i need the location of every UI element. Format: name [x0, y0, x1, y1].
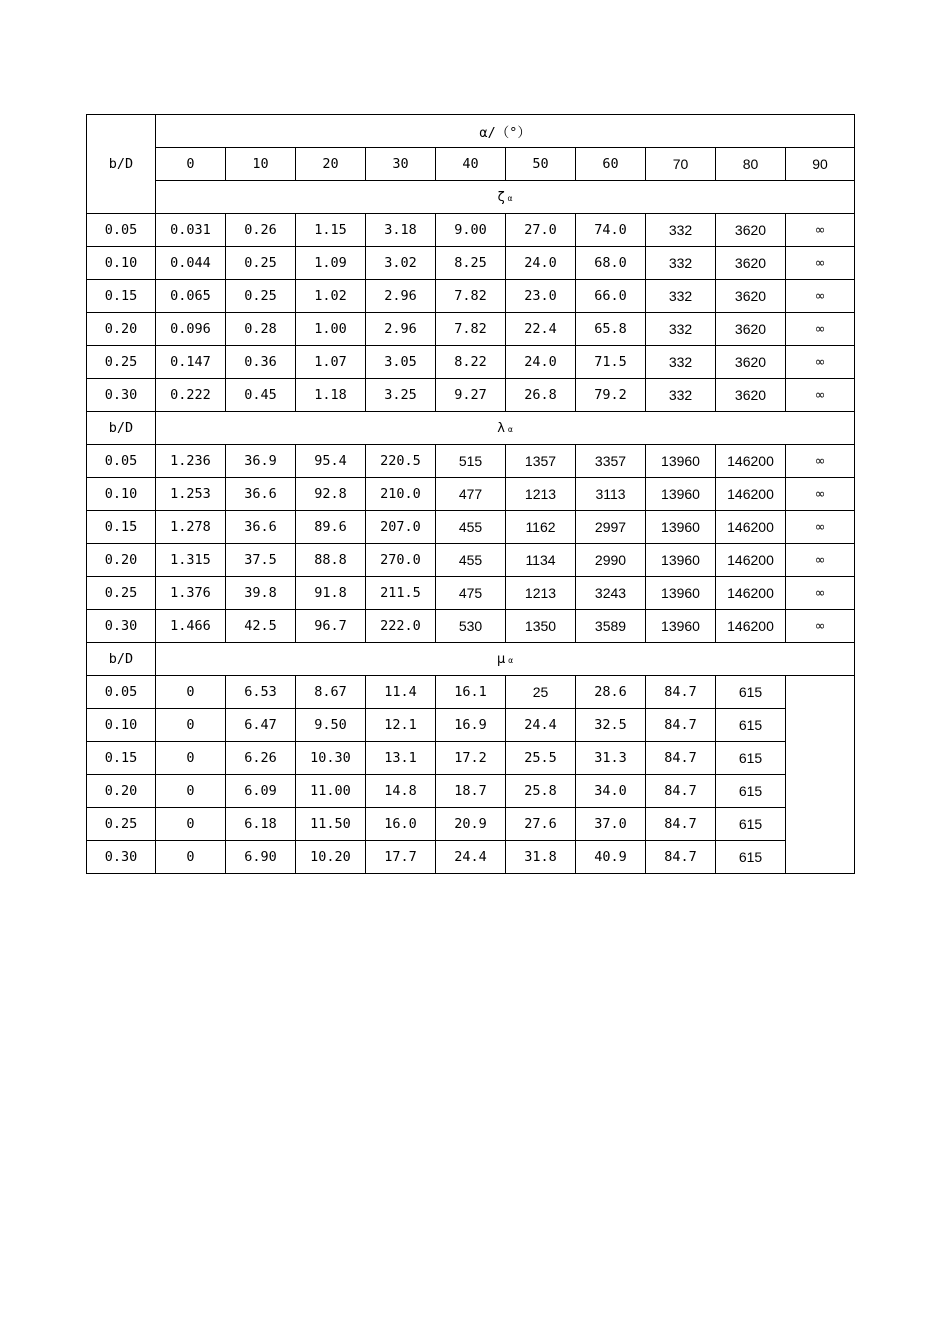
table-row — [87, 577, 855, 610]
value-cell: 1357 — [506, 445, 576, 478]
value-cell: 7.82 — [436, 280, 506, 313]
value-cell: 475 — [436, 577, 506, 610]
value-cell: 22.4 — [506, 313, 576, 346]
value-cell: 11.50 — [296, 808, 366, 841]
value-cell: 25 — [506, 676, 576, 709]
bd-header-cell: b/D — [87, 115, 156, 214]
bd-value-cell: 0.05 — [87, 445, 156, 478]
value-cell: ∞ — [786, 445, 855, 478]
value-cell: 24.4 — [506, 709, 576, 742]
value-cell: 74.0 — [576, 214, 646, 247]
value-cell: 84.7 — [646, 709, 716, 742]
bd-value-cell: 0.10 — [87, 709, 156, 742]
value-cell: 79.2 — [576, 379, 646, 412]
value-cell: 20.9 — [436, 808, 506, 841]
value-cell: 68.0 — [576, 247, 646, 280]
value-cell: 2.96 — [366, 313, 436, 346]
value-cell: 3243 — [576, 577, 646, 610]
value-cell: 32.5 — [576, 709, 646, 742]
value-cell: 16.0 — [366, 808, 436, 841]
angle-cell: 50 — [506, 148, 576, 181]
value-cell: 24.0 — [506, 247, 576, 280]
value-cell: 0.45 — [226, 379, 296, 412]
value-cell: 3.18 — [366, 214, 436, 247]
value-cell: 11.00 — [296, 775, 366, 808]
value-cell: 1213 — [506, 478, 576, 511]
value-cell: 96.7 — [296, 610, 366, 643]
value-cell: 530 — [436, 610, 506, 643]
value-cell: 207.0 — [366, 511, 436, 544]
value-cell: 0.25 — [226, 280, 296, 313]
value-cell: 37.5 — [226, 544, 296, 577]
value-cell: 13960 — [646, 478, 716, 511]
value-cell: 88.8 — [296, 544, 366, 577]
value-cell: 0.065 — [156, 280, 226, 313]
table-row — [87, 841, 855, 874]
value-cell: 84.7 — [646, 676, 716, 709]
value-cell: ∞ — [786, 313, 855, 346]
value-cell: ∞ — [786, 280, 855, 313]
angle-cell: 30 — [366, 148, 436, 181]
value-cell: ∞ — [786, 511, 855, 544]
section-header-row — [87, 412, 855, 445]
value-cell: 14.8 — [366, 775, 436, 808]
value-cell: 1134 — [506, 544, 576, 577]
value-cell: 1162 — [506, 511, 576, 544]
value-cell: 0.28 — [226, 313, 296, 346]
value-cell: 332 — [646, 280, 716, 313]
value-cell: 1213 — [506, 577, 576, 610]
angle-cell: 20 — [296, 148, 366, 181]
value-cell: 8.22 — [436, 346, 506, 379]
value-cell: 0 — [156, 676, 226, 709]
value-cell: 13.1 — [366, 742, 436, 775]
angle-header-cell — [156, 115, 855, 148]
value-cell: 9.00 — [436, 214, 506, 247]
bd-value-cell: 0.15 — [87, 280, 156, 313]
bd-header-cell: b/D — [87, 412, 156, 445]
value-cell: 3620 — [716, 280, 786, 313]
coefficient-symbol: ζ — [497, 190, 505, 205]
bd-value-cell: 0.15 — [87, 742, 156, 775]
value-cell: 332 — [646, 313, 716, 346]
value-cell: 84.7 — [646, 742, 716, 775]
value-cell: 13960 — [646, 577, 716, 610]
value-cell: 42.5 — [226, 610, 296, 643]
angle-cell: 70 — [646, 148, 716, 181]
value-cell: 89.6 — [296, 511, 366, 544]
value-cell: 9.50 — [296, 709, 366, 742]
value-cell: 0.26 — [226, 214, 296, 247]
value-cell: 0 — [156, 775, 226, 808]
value-cell: 1.253 — [156, 478, 226, 511]
section-header-row — [87, 643, 855, 676]
value-cell: 9.27 — [436, 379, 506, 412]
value-cell: 13960 — [646, 511, 716, 544]
value-cell: 615 — [716, 775, 786, 808]
value-cell: 3357 — [576, 445, 646, 478]
table-row — [87, 544, 855, 577]
value-cell: 332 — [646, 379, 716, 412]
value-cell: 18.7 — [436, 775, 506, 808]
value-cell: 1.15 — [296, 214, 366, 247]
value-cell: 10.30 — [296, 742, 366, 775]
value-cell: 16.9 — [436, 709, 506, 742]
table-row — [87, 313, 855, 346]
value-cell: 95.4 — [296, 445, 366, 478]
value-cell: ∞ — [786, 610, 855, 643]
value-cell: 0.096 — [156, 313, 226, 346]
value-cell: 1.315 — [156, 544, 226, 577]
value-cell: 220.5 — [366, 445, 436, 478]
value-cell: 6.47 — [226, 709, 296, 742]
value-cell: 332 — [646, 214, 716, 247]
value-cell: 3.05 — [366, 346, 436, 379]
value-cell: 17.2 — [436, 742, 506, 775]
angle-cell: 10 — [226, 148, 296, 181]
value-cell: 40.9 — [576, 841, 646, 874]
table-row — [87, 379, 855, 412]
value-cell: 3620 — [716, 313, 786, 346]
value-cell: 3620 — [716, 379, 786, 412]
value-cell: 332 — [646, 346, 716, 379]
value-cell: 0 — [156, 742, 226, 775]
value-cell: 25.8 — [506, 775, 576, 808]
value-cell: 146200 — [716, 610, 786, 643]
value-cell: 36.9 — [226, 445, 296, 478]
table-row — [87, 775, 855, 808]
value-cell: ∞ — [786, 379, 855, 412]
table-row — [87, 511, 855, 544]
value-cell: 0.36 — [226, 346, 296, 379]
value-cell: 615 — [716, 676, 786, 709]
value-cell: 8.67 — [296, 676, 366, 709]
value-cell: 615 — [716, 808, 786, 841]
value-cell: 6.09 — [226, 775, 296, 808]
value-cell: 17.7 — [366, 841, 436, 874]
angle-cell: 90 — [786, 148, 855, 181]
value-cell: 2.96 — [366, 280, 436, 313]
bd-value-cell: 0.05 — [87, 214, 156, 247]
table-body — [87, 115, 855, 874]
value-cell: 91.8 — [296, 577, 366, 610]
bd-value-cell: 0.30 — [87, 610, 156, 643]
value-cell: 34.0 — [576, 775, 646, 808]
table-row — [87, 214, 855, 247]
table-row — [87, 280, 855, 313]
bd-value-cell: 0.15 — [87, 511, 156, 544]
value-cell: 1.278 — [156, 511, 226, 544]
value-cell: 3589 — [576, 610, 646, 643]
value-cell: 37.0 — [576, 808, 646, 841]
section-symbol-cell — [156, 643, 855, 676]
bd-value-cell: 0.30 — [87, 379, 156, 412]
section-header-row — [87, 181, 855, 214]
value-cell: 3.02 — [366, 247, 436, 280]
value-cell: ∞ — [786, 577, 855, 610]
value-cell: 3620 — [716, 247, 786, 280]
value-cell: 8.25 — [436, 247, 506, 280]
table-row — [87, 445, 855, 478]
coefficient-subscript: α — [507, 194, 513, 203]
value-cell: 455 — [436, 544, 506, 577]
bd-value-cell: 0.05 — [87, 676, 156, 709]
value-cell: 146200 — [716, 544, 786, 577]
value-cell: 0.222 — [156, 379, 226, 412]
coefficient-subscript: α — [508, 656, 514, 665]
value-cell: 6.18 — [226, 808, 296, 841]
value-cell: 13960 — [646, 445, 716, 478]
table-row — [87, 346, 855, 379]
value-cell: 3620 — [716, 214, 786, 247]
table-row — [87, 709, 855, 742]
table-row — [87, 808, 855, 841]
bd-header-cell: b/D — [87, 643, 156, 676]
value-cell: 2990 — [576, 544, 646, 577]
coefficient-symbol: μ — [496, 652, 506, 667]
coefficient-table — [86, 114, 855, 874]
value-cell: 615 — [716, 841, 786, 874]
value-cell: 84.7 — [646, 841, 716, 874]
value-cell: 0 — [156, 841, 226, 874]
value-cell: 455 — [436, 511, 506, 544]
value-cell: 211.5 — [366, 577, 436, 610]
value-cell: 31.8 — [506, 841, 576, 874]
value-cell: 66.0 — [576, 280, 646, 313]
value-cell: 27.6 — [506, 808, 576, 841]
value-cell: 23.0 — [506, 280, 576, 313]
value-cell: 6.53 — [226, 676, 296, 709]
value-cell: 0.25 — [226, 247, 296, 280]
value-cell: 27.0 — [506, 214, 576, 247]
angle-header-row — [87, 115, 855, 148]
value-cell: 270.0 — [366, 544, 436, 577]
value-cell: 146200 — [716, 511, 786, 544]
value-cell: 146200 — [716, 577, 786, 610]
value-cell: 71.5 — [576, 346, 646, 379]
table-row — [87, 247, 855, 280]
value-cell: 146200 — [716, 445, 786, 478]
value-cell: 1.236 — [156, 445, 226, 478]
value-cell: 26.8 — [506, 379, 576, 412]
value-cell: 36.6 — [226, 511, 296, 544]
angle-cell: 80 — [716, 148, 786, 181]
value-cell: 84.7 — [646, 775, 716, 808]
angle-symbol: α — [479, 126, 488, 141]
value-cell: 6.26 — [226, 742, 296, 775]
value-cell: 1.00 — [296, 313, 366, 346]
value-cell: 0.147 — [156, 346, 226, 379]
bd-value-cell: 0.20 — [87, 313, 156, 346]
value-cell: 11.4 — [366, 676, 436, 709]
value-cell: ∞ — [786, 478, 855, 511]
value-cell: 12.1 — [366, 709, 436, 742]
bd-value-cell: 0.20 — [87, 544, 156, 577]
value-cell: 31.3 — [576, 742, 646, 775]
value-cell: 0 — [156, 709, 226, 742]
table-row — [87, 676, 855, 709]
value-cell: ∞ — [786, 247, 855, 280]
value-cell: 84.7 — [646, 808, 716, 841]
value-cell: 515 — [436, 445, 506, 478]
value-cell: 1.07 — [296, 346, 366, 379]
value-cell: 3113 — [576, 478, 646, 511]
coefficient-subscript: α — [507, 425, 513, 434]
angle-unit: /（°） — [487, 125, 531, 141]
value-cell: ∞ — [786, 214, 855, 247]
value-cell: 146200 — [716, 478, 786, 511]
angle-cell: 0 — [156, 148, 226, 181]
empty-merged-cell — [786, 676, 855, 874]
value-cell: 222.0 — [366, 610, 436, 643]
value-cell: 615 — [716, 709, 786, 742]
value-cell: 13960 — [646, 610, 716, 643]
value-cell: 28.6 — [576, 676, 646, 709]
angle-values-row — [87, 148, 855, 181]
angle-cell: 60 — [576, 148, 646, 181]
value-cell: 39.8 — [226, 577, 296, 610]
value-cell: 13960 — [646, 544, 716, 577]
value-cell: ∞ — [786, 544, 855, 577]
angle-cell: 40 — [436, 148, 506, 181]
value-cell: 3620 — [716, 346, 786, 379]
bd-value-cell: 0.25 — [87, 808, 156, 841]
value-cell: 92.8 — [296, 478, 366, 511]
value-cell: ∞ — [786, 346, 855, 379]
section-symbol-cell — [156, 412, 855, 445]
value-cell: 210.0 — [366, 478, 436, 511]
value-cell: 24.4 — [436, 841, 506, 874]
value-cell: 615 — [716, 742, 786, 775]
table-row — [87, 610, 855, 643]
value-cell: 7.82 — [436, 313, 506, 346]
value-cell: 36.6 — [226, 478, 296, 511]
value-cell: 65.8 — [576, 313, 646, 346]
value-cell: 0.044 — [156, 247, 226, 280]
value-cell: 1.09 — [296, 247, 366, 280]
bd-value-cell: 0.25 — [87, 577, 156, 610]
value-cell: 24.0 — [506, 346, 576, 379]
value-cell: 16.1 — [436, 676, 506, 709]
value-cell: 1.376 — [156, 577, 226, 610]
section-symbol-cell — [156, 181, 855, 214]
value-cell: 332 — [646, 247, 716, 280]
value-cell: 0.031 — [156, 214, 226, 247]
value-cell: 1350 — [506, 610, 576, 643]
bd-value-cell: 0.20 — [87, 775, 156, 808]
bd-value-cell: 0.25 — [87, 346, 156, 379]
table-row — [87, 478, 855, 511]
bd-value-cell: 0.10 — [87, 247, 156, 280]
table-row — [87, 742, 855, 775]
coefficient-symbol: λ — [497, 421, 505, 436]
value-cell: 10.20 — [296, 841, 366, 874]
value-cell: 6.90 — [226, 841, 296, 874]
value-cell: 1.18 — [296, 379, 366, 412]
bd-value-cell: 0.30 — [87, 841, 156, 874]
value-cell: 1.466 — [156, 610, 226, 643]
value-cell: 1.02 — [296, 280, 366, 313]
value-cell: 477 — [436, 478, 506, 511]
value-cell: 3.25 — [366, 379, 436, 412]
value-cell: 25.5 — [506, 742, 576, 775]
value-cell: 2997 — [576, 511, 646, 544]
value-cell: 0 — [156, 808, 226, 841]
bd-value-cell: 0.10 — [87, 478, 156, 511]
